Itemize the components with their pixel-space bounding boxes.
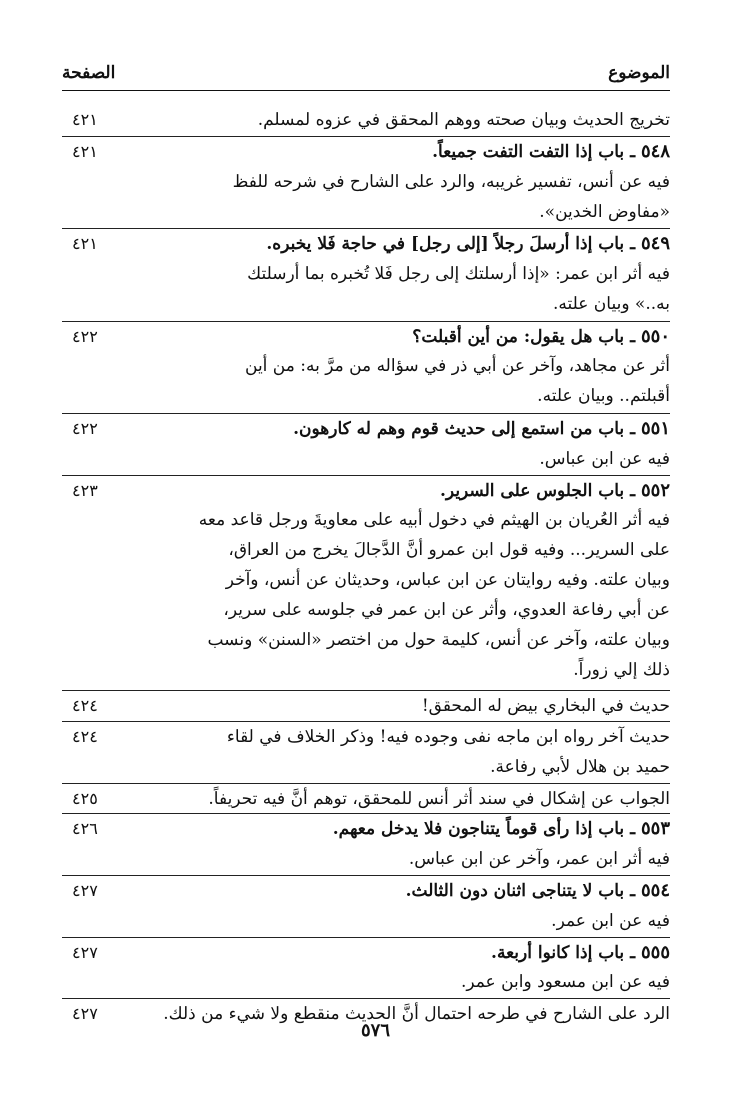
chapter-title: باب لا يتناجى اثنان دون الثالث. [405,881,625,901]
text-line: وبيان علته، وآخر عن أنس، كليمة حول من اختصر «السنن» ونسب [207,630,670,651]
chapter-number: ٥٥٥ [640,941,670,963]
text-line: أثر عن مجاهد، وآخر عن أبي ذر في سؤاله من مرَّ به: من أين [245,356,670,377]
chapter-number: ٥٤٩ [640,233,670,255]
chapter-entry [62,937,670,968]
text-line: فيه أثر العُريان بن الهيثم في دخول أبيه على معاويةَ ورجل قاعد معه [198,510,670,531]
entry-text [62,722,670,782]
chapter-number: ٥٥١ [640,418,670,439]
text-line: حديث في البخاري بيض له المحقق! [421,696,670,717]
text-line: ذلك إلي زوراً. [573,660,670,681]
entry-line [62,105,670,135]
text-line: فيه عن ابن عمر. [551,910,670,931]
entry-page-number: ٤٢٢ [72,419,98,438]
chapter-entry [62,321,670,352]
chapter-entry [62,475,670,506]
chapter-title-line [62,814,670,844]
entry-line [62,259,670,319]
text-line: به..» وبيان علته. [552,294,670,314]
entry-text [62,259,670,319]
entry-text [62,906,670,936]
text-line: «مفاوض الخدين». [539,201,670,222]
dash-separator: ـ [624,326,641,347]
entry-page-number: ٤٢٦ [72,819,98,839]
chapter-title-line [62,476,670,506]
entry-text [62,167,670,227]
entry-text [62,105,670,135]
chapter-title-line [62,322,670,352]
column-header [62,60,670,86]
entry-page-number: ٤٢٤ [72,727,98,746]
entry-line [62,967,670,997]
chapter-title-line [62,938,670,968]
chapter-title: باب من استمع إلى حديث قوم وهم له كارهون. [293,419,625,439]
entry-line [62,444,670,474]
dash-separator: ـ [624,141,641,162]
chapter-number: ٥٥٢ [640,479,670,501]
chapter-title-line [62,229,670,259]
text-line: الجواب عن إشكال في سند أثر أنس للمحقق، توهم أنَّ فيه تحريفاً. [208,788,670,809]
entry-page-number: ٤٢٥ [72,788,98,808]
entry-page-number: ٤٢١ [72,110,98,129]
entry-text [62,505,670,685]
text-line: حديث آخر رواه ابن ماجه نفى وجوده فيه! وذكر الخلاف في لقاء [226,727,670,747]
chapter-entry [62,813,670,844]
page-number: ٥٧٦ [360,1020,390,1041]
entry-line [62,844,670,874]
entry-text [62,784,670,814]
chapter-title: باب إذا كانوا أربعة. [491,942,625,963]
chapter-number: ٥٥٤ [640,880,670,901]
text-line: فيه أثر ابن عمر، وآخر عن ابن عباس. [408,849,670,870]
dash-separator: ـ [624,819,641,840]
text-line: على السرير... وفيه قول ابن عمرو أنَّ الدَّجالَ يخرج من العراق، [228,540,670,561]
entry-text [62,351,670,411]
entry-line [62,721,670,782]
chapter-entry [62,228,670,259]
entry-page-number: ٤٢٢ [72,326,98,346]
chapter-title-line [62,876,670,906]
entry-page-number: ٤٢٤ [72,696,98,716]
entry-line [62,505,670,685]
text-line: أقبلتم.. وبيان علته. [537,386,670,407]
text-line: فيه عن ابن عباس. [539,448,670,469]
entry-line [62,167,670,227]
chapter-title-line [62,414,670,444]
chapter-title: باب إذا التفت التفت جميعاً. [432,141,625,162]
chapter-number: ٥٥٠ [640,325,670,347]
dash-separator: ـ [624,942,641,963]
text-line: فيه أثر ابن عمر: «إذا أرسلتك إلى رجل فَلا تُخبره بما أرسلتك [247,264,670,284]
chapter-number: ٥٤٨ [640,140,670,162]
text-line: عن أبي رفاعة العدوي، وأثر عن ابن عمر في جلوسه على سرير، [223,600,670,621]
page-column-label: الصفحة [62,63,116,83]
entry-text [62,444,670,474]
text-line: الرد على الشارح في طرحه احتمال أنَّ الحديث منقطع ولا شيء من ذلك. [163,1004,670,1025]
dash-separator: ـ [624,419,641,439]
dash-separator: ـ [624,480,641,501]
entry-text [62,967,670,997]
chapter-title: باب إذا أرسلَ رجلاً [إلى رجل] في حاجة فَلا يخبره. [266,234,625,255]
entry-line [62,783,670,814]
entry-page-number: ٤٢٧ [72,1004,98,1024]
entry-page-number: ٤٢٣ [72,480,98,500]
text-line: فيه عن أنس، تفسير غريبه، والرد على الشارح في شرحه للفظ [232,171,670,192]
text-line: وبيان علته. وفيه روايتان عن ابن عباس، وحديثان عن أنس، وآخر [225,570,670,591]
text-line: فيه عن ابن مسعود وابن عمر. [460,972,670,993]
entry-page-number: ٤٢١ [72,141,98,161]
entry-line [62,351,670,411]
chapter-title: باب إذا رأى قوماً يتناجون فلا يدخل معهم. [332,819,625,840]
chapter-entry [62,136,670,167]
chapter-title: باب الجلوس على السرير. [440,480,625,501]
header-divider [62,90,670,91]
entry-text [62,844,670,874]
chapter-title-line [62,137,670,167]
topic-column-label: الموضوع [608,63,670,83]
dash-separator: ـ [624,881,641,901]
chapter-entry [62,875,670,906]
entry-page-number: ٤٢٧ [72,942,98,962]
entry-line [62,906,670,936]
chapter-number: ٥٥٣ [640,818,670,840]
chapter-entry [62,413,670,444]
chapter-title: باب هل يقول: من أين أقبلت؟ [412,326,625,347]
text-line: حميد بن هلال لأبي رفاعة. [490,757,670,777]
entry-page-number: ٤٢١ [72,234,98,254]
dash-separator: ـ [624,234,641,255]
entry-line [62,690,670,721]
entry-text [62,691,670,721]
text-line: تخريج الحديث وبيان صحته ووهم المحقق في عزوه لمسلم. [257,110,670,130]
entry-page-number: ٤٢٧ [72,881,98,900]
